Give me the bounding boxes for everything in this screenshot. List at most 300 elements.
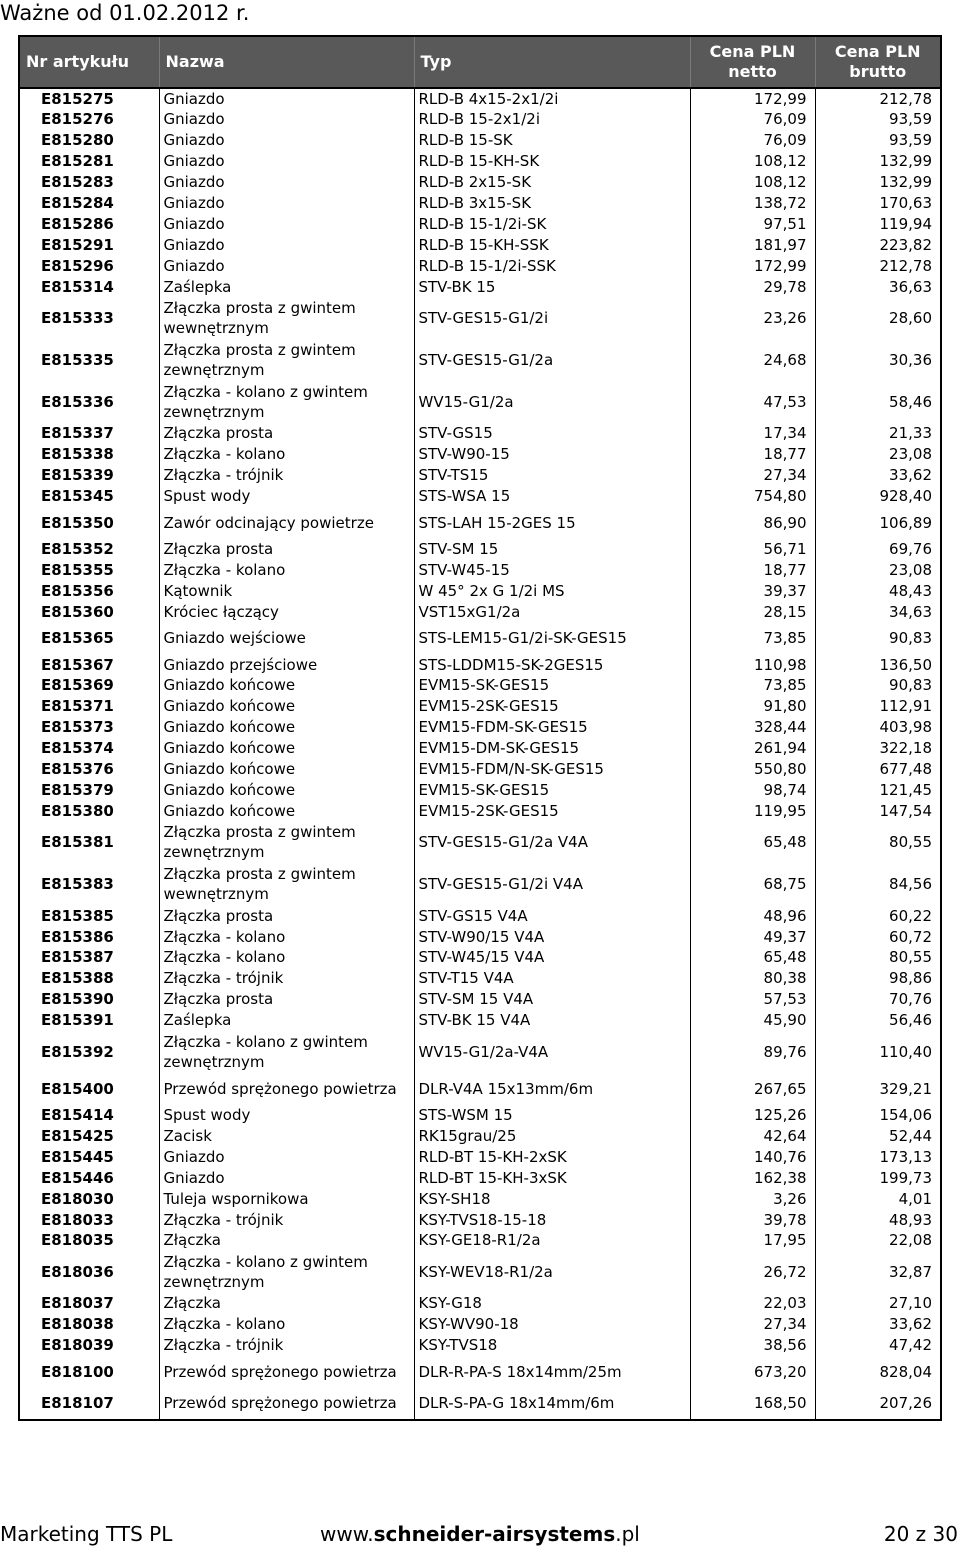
table-row [19, 800, 941, 821]
table-row [19, 1167, 941, 1188]
cell-gross-price: 121,45 [815, 779, 941, 800]
table-row [19, 559, 941, 580]
cell-article-number: E815335 [19, 339, 159, 381]
cell-type: WV15-G1/2a [414, 381, 690, 423]
cell-type: VST15xG1/2a [414, 601, 690, 622]
cell-type: STV-GS15 V4A [414, 905, 690, 926]
cell-net-price: 3,26 [690, 1188, 815, 1209]
cell-gross-price: 403,98 [815, 717, 941, 738]
cell-name: Gniazdo [159, 213, 414, 234]
cell-article-number: E818107 [19, 1388, 159, 1420]
cell-article-number: E815387 [19, 947, 159, 968]
cell-name: Spust wody [159, 1105, 414, 1126]
table-row [19, 486, 941, 507]
footer-url-domain: schneider-airsystems [373, 1522, 616, 1546]
table-row [19, 339, 941, 381]
cell-net-price: 26,72 [690, 1251, 815, 1293]
cell-name: Złączka - trójnik [159, 968, 414, 989]
cell-type: KSY-TVS18 [414, 1335, 690, 1356]
cell-type: RLD-BT 15-KH-3xSK [414, 1167, 690, 1188]
cell-net-price: 172,99 [690, 88, 815, 109]
cell-article-number: E815336 [19, 381, 159, 423]
cell-type: STV-GES15-G1/2a [414, 339, 690, 381]
cell-gross-price: 132,99 [815, 151, 941, 172]
cell-type: STS-WSA 15 [414, 486, 690, 507]
cell-name: Złączka prosta z gwintem wewnętrznym [159, 863, 414, 905]
cell-name: Złączka - kolano [159, 926, 414, 947]
footer-url-suffix: .pl [615, 1522, 640, 1546]
cell-article-number: E815356 [19, 580, 159, 601]
cell-article-number: E815400 [19, 1073, 159, 1105]
cell-article-number: E815296 [19, 255, 159, 276]
cell-gross-price: 23,08 [815, 444, 941, 465]
cell-name: Złączka - kolano [159, 1314, 414, 1335]
cell-gross-price: 112,91 [815, 696, 941, 717]
cell-net-price: 76,09 [690, 130, 815, 151]
table-row [19, 1293, 941, 1314]
cell-net-price: 108,12 [690, 151, 815, 172]
cell-article-number: E815379 [19, 779, 159, 800]
cell-article-number: E815380 [19, 800, 159, 821]
table-row [19, 234, 941, 255]
cell-name: Zawór odcinający powietrze [159, 507, 414, 539]
cell-type: KSY-GE18-R1/2a [414, 1230, 690, 1251]
table-row [19, 1209, 941, 1230]
cell-type: STV-SM 15 V4A [414, 989, 690, 1010]
cell-gross-price: 329,21 [815, 1073, 941, 1105]
table-row [19, 1126, 941, 1147]
cell-name: Złączka prosta z gwintem zewnętrznym [159, 339, 414, 381]
cell-gross-price: 4,01 [815, 1188, 941, 1209]
cell-net-price: 162,38 [690, 1167, 815, 1188]
header-net-line2: netto [728, 62, 777, 81]
cell-type: W 45° 2x G 1/2i MS [414, 580, 690, 601]
cell-type: STV-GES15-G1/2a V4A [414, 821, 690, 863]
cell-name: Gniazdo końcowe [159, 717, 414, 738]
table-row [19, 1031, 941, 1073]
cell-gross-price: 30,36 [815, 339, 941, 381]
table-row [19, 759, 941, 780]
cell-gross-price: 147,54 [815, 800, 941, 821]
cell-type: RLD-B 15-2x1/2i [414, 109, 690, 130]
cell-name: Gniazdo [159, 193, 414, 214]
table-row [19, 444, 941, 465]
table-row [19, 276, 941, 297]
cell-name: Złączka - trójnik [159, 1209, 414, 1230]
cell-net-price: 673,20 [690, 1356, 815, 1388]
cell-type: EVM15-2SK-GES15 [414, 800, 690, 821]
cell-type: EVM15-SK-GES15 [414, 779, 690, 800]
cell-net-price: 73,85 [690, 622, 815, 654]
cell-type: RLD-B 3x15-SK [414, 193, 690, 214]
cell-article-number: E815425 [19, 1126, 159, 1147]
cell-type: STV-W45-15 [414, 559, 690, 580]
table-row [19, 779, 941, 800]
cell-name: Złączka - trójnik [159, 1335, 414, 1356]
cell-gross-price: 106,89 [815, 507, 941, 539]
table-row [19, 213, 941, 234]
cell-net-price: 22,03 [690, 1293, 815, 1314]
cell-type: EVM15-2SK-GES15 [414, 696, 690, 717]
cell-gross-price: 56,46 [815, 1010, 941, 1031]
cell-net-price: 80,38 [690, 968, 815, 989]
cell-type: STV-SM 15 [414, 539, 690, 560]
header-net-price [690, 36, 815, 88]
cell-article-number: E815392 [19, 1031, 159, 1073]
cell-type: STS-LEM15-G1/2i-SK-GES15 [414, 622, 690, 654]
cell-name: Przewód sprężonego powietrza [159, 1388, 414, 1420]
cell-type: STV-GES15-G1/2i V4A [414, 863, 690, 905]
cell-type: RLD-B 15-1/2i-SK [414, 213, 690, 234]
cell-name: Gniazdo [159, 234, 414, 255]
cell-name: Gniazdo [159, 1167, 414, 1188]
cell-type: DLR-R-PA-S 18x14mm/25m [414, 1356, 690, 1388]
cell-name: Gniazdo końcowe [159, 779, 414, 800]
cell-article-number: E815391 [19, 1010, 159, 1031]
cell-name: Gniazdo [159, 172, 414, 193]
table-row [19, 1105, 941, 1126]
table-row [19, 1010, 941, 1031]
cell-gross-price: 132,99 [815, 172, 941, 193]
cell-net-price: 18,77 [690, 444, 815, 465]
cell-article-number: E815390 [19, 989, 159, 1010]
cell-net-price: 47,53 [690, 381, 815, 423]
table-row [19, 947, 941, 968]
table-body [19, 88, 941, 1420]
cell-gross-price: 173,13 [815, 1146, 941, 1167]
cell-article-number: E818033 [19, 1209, 159, 1230]
cell-gross-price: 27,10 [815, 1293, 941, 1314]
cell-type: STV-GS15 [414, 423, 690, 444]
cell-gross-price: 212,78 [815, 255, 941, 276]
cell-type: DLR-V4A 15x13mm/6m [414, 1073, 690, 1105]
cell-name: Króciec łączący [159, 601, 414, 622]
header-gross-line1: Cena PLN [834, 42, 921, 61]
header-article-number: Nr artykułu [19, 36, 159, 88]
cell-type: RLD-BT 15-KH-2xSK [414, 1146, 690, 1167]
cell-type: STV-GES15-G1/2i [414, 297, 690, 339]
cell-gross-price: 70,76 [815, 989, 941, 1010]
cell-net-price: 328,44 [690, 717, 815, 738]
cell-article-number: E815374 [19, 738, 159, 759]
cell-type: KSY-SH18 [414, 1188, 690, 1209]
cell-name: Złączka - kolano [159, 444, 414, 465]
cell-net-price: 267,65 [690, 1073, 815, 1105]
cell-gross-price: 47,42 [815, 1335, 941, 1356]
cell-net-price: 125,26 [690, 1105, 815, 1126]
cell-gross-price: 48,43 [815, 580, 941, 601]
cell-article-number: E815388 [19, 968, 159, 989]
cell-gross-price: 60,72 [815, 926, 941, 947]
cell-name: Zacisk [159, 1126, 414, 1147]
table-row [19, 968, 941, 989]
table-row [19, 255, 941, 276]
cell-net-price: 65,48 [690, 947, 815, 968]
table-row [19, 926, 941, 947]
cell-type: STV-W90-15 [414, 444, 690, 465]
cell-net-price: 27,34 [690, 1314, 815, 1335]
cell-type: EVM15-FDM-SK-GES15 [414, 717, 690, 738]
cell-gross-price: 60,22 [815, 905, 941, 926]
cell-name: Gniazdo [159, 151, 414, 172]
table-row [19, 1146, 941, 1167]
cell-type: STV-W45/15 V4A [414, 947, 690, 968]
cell-net-price: 98,74 [690, 779, 815, 800]
cell-gross-price: 48,93 [815, 1209, 941, 1230]
cell-article-number: E815284 [19, 193, 159, 214]
cell-net-price: 49,37 [690, 926, 815, 947]
cell-name: Spust wody [159, 486, 414, 507]
table-row [19, 130, 941, 151]
table-row [19, 297, 941, 339]
table-header-row [19, 36, 941, 88]
cell-article-number: E815446 [19, 1167, 159, 1188]
cell-net-price: 138,72 [690, 193, 815, 214]
cell-article-number: E815376 [19, 759, 159, 780]
cell-article-number: E815365 [19, 622, 159, 654]
cell-article-number: E815280 [19, 130, 159, 151]
cell-article-number: E815445 [19, 1146, 159, 1167]
cell-name: Gniazdo przejściowe [159, 654, 414, 675]
cell-type: KSY-WV90-18 [414, 1314, 690, 1335]
table-row [19, 381, 941, 423]
cell-type: STS-LDDM15-SK-2GES15 [414, 654, 690, 675]
cell-gross-price: 199,73 [815, 1167, 941, 1188]
cell-article-number: E815339 [19, 465, 159, 486]
cell-net-price: 91,80 [690, 696, 815, 717]
cell-name: Złączka - kolano z gwintem zewnętrznym [159, 1031, 414, 1073]
footer-website-link[interactable] [320, 1522, 640, 1546]
table-row [19, 172, 941, 193]
cell-net-price: 18,77 [690, 559, 815, 580]
cell-article-number: E818039 [19, 1335, 159, 1356]
cell-net-price: 261,94 [690, 738, 815, 759]
cell-gross-price: 21,33 [815, 423, 941, 444]
cell-net-price: 97,51 [690, 213, 815, 234]
cell-type: RLD-B 15-1/2i-SSK [414, 255, 690, 276]
cell-gross-price: 84,56 [815, 863, 941, 905]
cell-gross-price: 93,59 [815, 109, 941, 130]
cell-article-number: E815367 [19, 654, 159, 675]
cell-gross-price: 58,46 [815, 381, 941, 423]
cell-article-number: E815385 [19, 905, 159, 926]
cell-gross-price: 52,44 [815, 1126, 941, 1147]
cell-gross-price: 32,87 [815, 1251, 941, 1293]
cell-net-price: 754,80 [690, 486, 815, 507]
table-row [19, 88, 941, 109]
cell-article-number: E815381 [19, 821, 159, 863]
cell-type: RLD-B 4x15-2x1/2i [414, 88, 690, 109]
cell-net-price: 29,78 [690, 276, 815, 297]
cell-name: Złączka - kolano [159, 947, 414, 968]
cell-name: Zaślepka [159, 276, 414, 297]
cell-net-price: 76,09 [690, 109, 815, 130]
table-row [19, 1335, 941, 1356]
cell-name: Gniazdo końcowe [159, 696, 414, 717]
cell-article-number: E818035 [19, 1230, 159, 1251]
cell-article-number: E818038 [19, 1314, 159, 1335]
cell-name: Złączka - kolano [159, 559, 414, 580]
cell-gross-price: 90,83 [815, 675, 941, 696]
cell-name: Złączka - kolano z gwintem zewnętrznym [159, 381, 414, 423]
cell-article-number: E818037 [19, 1293, 159, 1314]
cell-net-price: 181,97 [690, 234, 815, 255]
cell-type: RK15grau/25 [414, 1126, 690, 1147]
cell-article-number: E815371 [19, 696, 159, 717]
cell-article-number: E818100 [19, 1356, 159, 1388]
cell-type: STV-BK 15 [414, 276, 690, 297]
table-row [19, 580, 941, 601]
table-row [19, 738, 941, 759]
price-table [18, 35, 942, 1421]
cell-name: Gniazdo [159, 130, 414, 151]
cell-gross-price: 93,59 [815, 130, 941, 151]
cell-type: EVM15-DM-SK-GES15 [414, 738, 690, 759]
table-row [19, 151, 941, 172]
cell-gross-price: 212,78 [815, 88, 941, 109]
table-row [19, 465, 941, 486]
cell-article-number: E818036 [19, 1251, 159, 1293]
header-gross-line2: brutto [849, 62, 907, 81]
header-gross-price [815, 36, 941, 88]
table-row [19, 539, 941, 560]
table-row [19, 1356, 941, 1388]
cell-type: STS-WSM 15 [414, 1105, 690, 1126]
table-row [19, 109, 941, 130]
cell-type: STV-BK 15 V4A [414, 1010, 690, 1031]
cell-type: EVM15-SK-GES15 [414, 675, 690, 696]
cell-gross-price: 34,63 [815, 601, 941, 622]
table-row [19, 193, 941, 214]
cell-name: Tuleja wspornikowa [159, 1188, 414, 1209]
cell-gross-price: 36,63 [815, 276, 941, 297]
cell-type: RLD-B 15-KH-SSK [414, 234, 690, 255]
table-row [19, 1251, 941, 1293]
cell-article-number: E815281 [19, 151, 159, 172]
cell-article-number: E815333 [19, 297, 159, 339]
cell-gross-price: 33,62 [815, 1314, 941, 1335]
cell-article-number: E815337 [19, 423, 159, 444]
cell-article-number: E815345 [19, 486, 159, 507]
table-row [19, 989, 941, 1010]
cell-name: Gniazdo [159, 255, 414, 276]
cell-net-price: 550,80 [690, 759, 815, 780]
cell-type: STS-LAH 15-2GES 15 [414, 507, 690, 539]
table-row [19, 821, 941, 863]
cell-type: STV-TS15 [414, 465, 690, 486]
cell-article-number: E815350 [19, 507, 159, 539]
cell-type: STV-W90/15 V4A [414, 926, 690, 947]
cell-gross-price: 154,06 [815, 1105, 941, 1126]
cell-type: RLD-B 15-SK [414, 130, 690, 151]
cell-net-price: 168,50 [690, 1388, 815, 1420]
cell-type: KSY-G18 [414, 1293, 690, 1314]
cell-name: Złączka prosta [159, 905, 414, 926]
cell-name: Kątownik [159, 580, 414, 601]
cell-name: Gniazdo [159, 109, 414, 130]
table-row [19, 863, 941, 905]
header-name: Nazwa [159, 36, 414, 88]
cell-name: Złączka prosta [159, 989, 414, 1010]
cell-type: KSY-WEV18-R1/2a [414, 1251, 690, 1293]
cell-article-number: E815275 [19, 88, 159, 109]
cell-article-number: E818030 [19, 1188, 159, 1209]
cell-gross-price: 33,62 [815, 465, 941, 486]
cell-net-price: 172,99 [690, 255, 815, 276]
cell-type: EVM15-FDM/N-SK-GES15 [414, 759, 690, 780]
validity-date: Ważne od 01.02.2012 r. [0, 1, 250, 25]
cell-gross-price: 170,63 [815, 193, 941, 214]
cell-name: Złączka prosta z gwintem wewnętrznym [159, 297, 414, 339]
cell-net-price: 89,76 [690, 1031, 815, 1073]
cell-article-number: E815383 [19, 863, 159, 905]
header-net-line1: Cena PLN [709, 42, 796, 61]
cell-article-number: E815360 [19, 601, 159, 622]
cell-net-price: 68,75 [690, 863, 815, 905]
cell-gross-price: 322,18 [815, 738, 941, 759]
footer-page-number: 20 z 30 [883, 1522, 958, 1546]
cell-net-price: 42,64 [690, 1126, 815, 1147]
cell-name: Gniazdo [159, 88, 414, 109]
cell-net-price: 56,71 [690, 539, 815, 560]
cell-name: Złączka - trójnik [159, 465, 414, 486]
table-row [19, 717, 941, 738]
cell-gross-price: 110,40 [815, 1031, 941, 1073]
cell-article-number: E815276 [19, 109, 159, 130]
table-row [19, 1073, 941, 1105]
cell-name: Złączka prosta [159, 539, 414, 560]
cell-net-price: 110,98 [690, 654, 815, 675]
cell-name: Złączka prosta z gwintem zewnętrznym [159, 821, 414, 863]
cell-net-price: 39,78 [690, 1209, 815, 1230]
cell-article-number: E815369 [19, 675, 159, 696]
cell-name: Gniazdo końcowe [159, 759, 414, 780]
cell-net-price: 38,56 [690, 1335, 815, 1356]
cell-gross-price: 223,82 [815, 234, 941, 255]
cell-type: RLD-B 2x15-SK [414, 172, 690, 193]
cell-gross-price: 98,86 [815, 968, 941, 989]
cell-type: KSY-TVS18-15-18 [414, 1209, 690, 1230]
cell-type: STV-T15 V4A [414, 968, 690, 989]
cell-net-price: 140,76 [690, 1146, 815, 1167]
table-row [19, 622, 941, 654]
cell-net-price: 48,96 [690, 905, 815, 926]
cell-type: WV15-G1/2a-V4A [414, 1031, 690, 1073]
cell-net-price: 23,26 [690, 297, 815, 339]
cell-name: Gniazdo wejściowe [159, 622, 414, 654]
cell-name: Złączka - kolano z gwintem zewnętrznym [159, 1251, 414, 1293]
table-row [19, 675, 941, 696]
cell-gross-price: 136,50 [815, 654, 941, 675]
cell-gross-price: 828,04 [815, 1356, 941, 1388]
cell-name: Złączka [159, 1293, 414, 1314]
cell-net-price: 27,34 [690, 465, 815, 486]
cell-net-price: 24,68 [690, 339, 815, 381]
table-row [19, 1188, 941, 1209]
footer-url-prefix: www. [320, 1522, 374, 1546]
cell-gross-price: 80,55 [815, 947, 941, 968]
cell-article-number: E815286 [19, 213, 159, 234]
cell-article-number: E815283 [19, 172, 159, 193]
cell-gross-price: 207,26 [815, 1388, 941, 1420]
cell-net-price: 65,48 [690, 821, 815, 863]
table-row [19, 507, 941, 539]
cell-article-number: E815352 [19, 539, 159, 560]
cell-net-price: 57,53 [690, 989, 815, 1010]
cell-net-price: 45,90 [690, 1010, 815, 1031]
table-row [19, 423, 941, 444]
cell-name: Przewód sprężonego powietrza [159, 1356, 414, 1388]
